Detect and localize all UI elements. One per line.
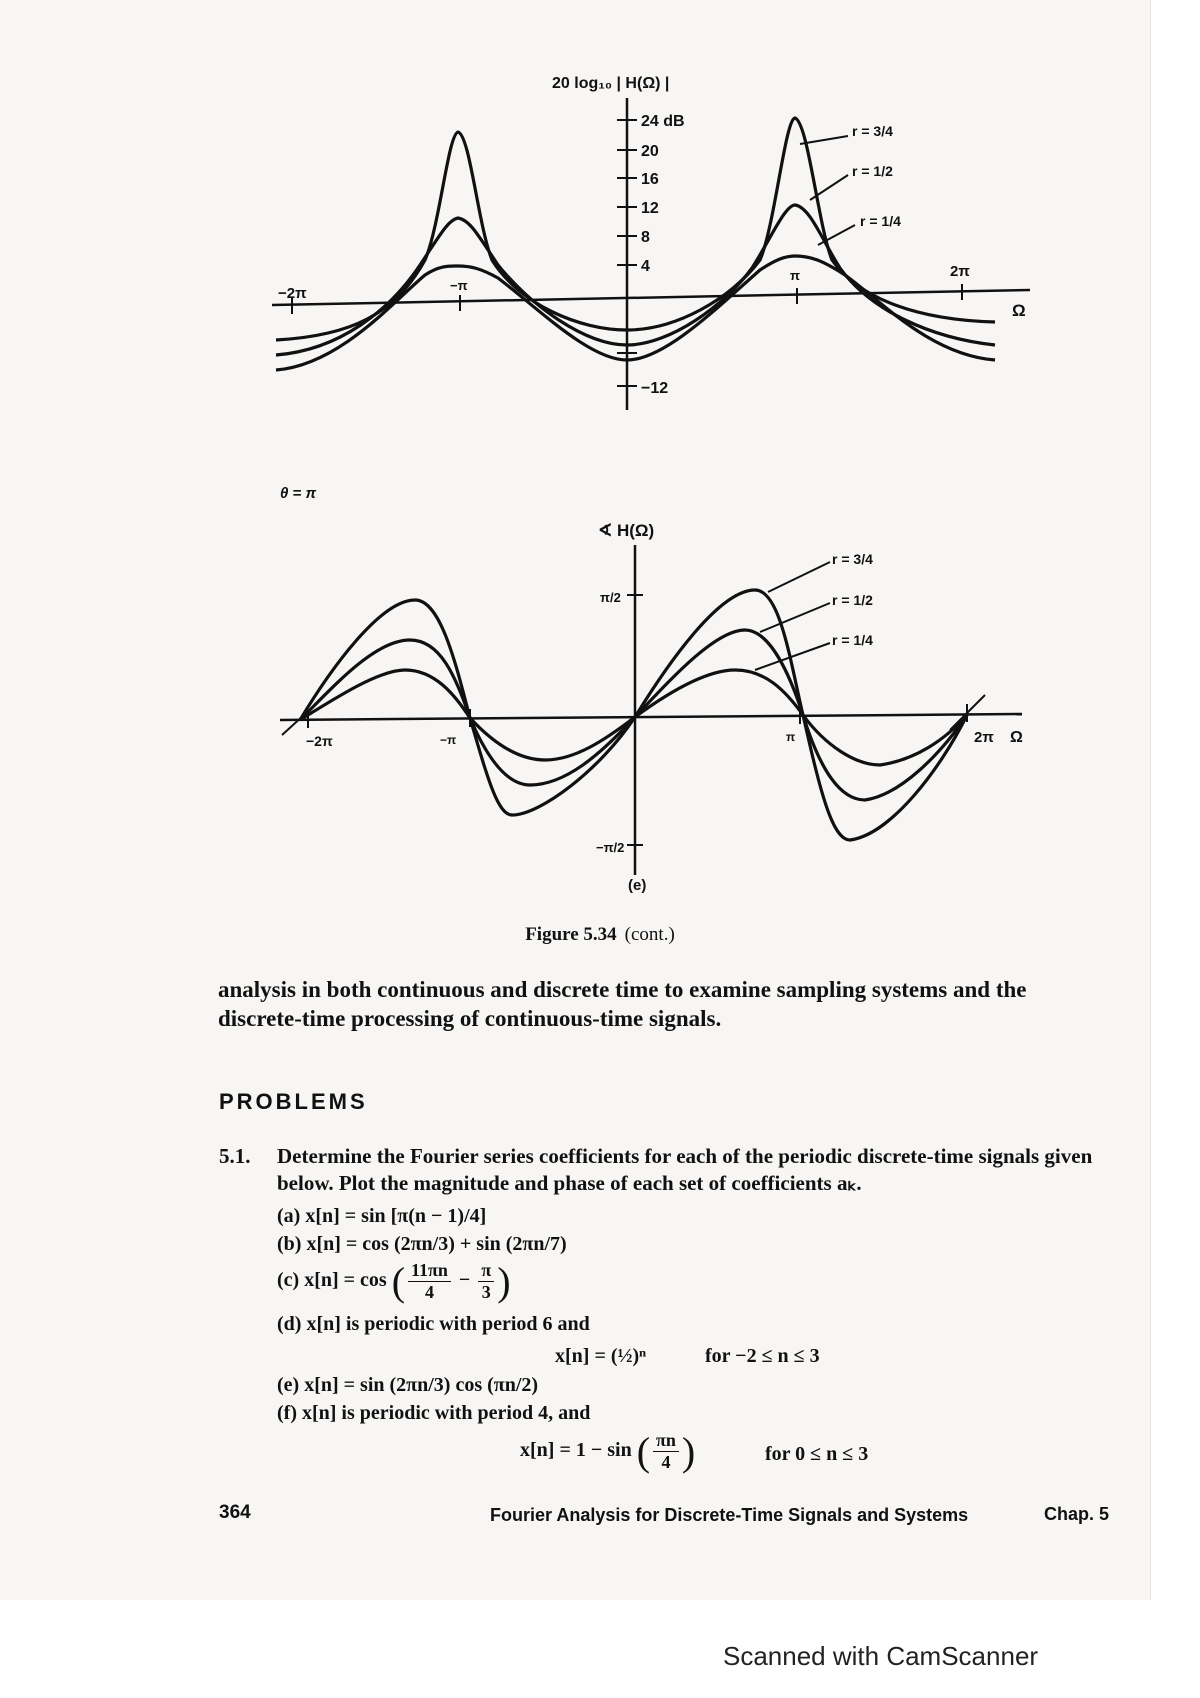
magnitude-plot	[0, 0, 1200, 440]
problem-number: 5.1.	[219, 1144, 251, 1168]
problem-text: Determine the Fourier series coefficients for each of the periodic discrete-time signals given below. Plot the magnitude and phase of each set of coefficients aₖ.	[277, 1144, 1093, 1195]
x-axis	[272, 290, 1030, 305]
problem-item-e: (e) x[n] = sin (2πn/3) cos (πn/2)	[277, 1374, 539, 1396]
theta-label-svg	[0, 480, 400, 510]
y-tick-20: 20	[641, 143, 659, 160]
y-tick-neg12: −12	[641, 380, 669, 397]
running-footer-title: Fourier Analysis for Discrete-Time Signals and Systems	[490, 1505, 969, 1525]
figure-caption	[0, 924, 1200, 946]
problem-item-f-range: for 0 ≤ n ≤ 3	[765, 1443, 869, 1465]
fraction-c-2: $\frac{\pi}{3}$	[478, 1260, 494, 1303]
problem-item-a: (a) x[n] = sin [π(n − 1)/4]	[277, 1205, 487, 1227]
x-axis-label-omega: Ω	[1012, 301, 1026, 320]
phase-x-tick-neg2pi: −2π	[306, 733, 333, 749]
x-tick-2pi: 2π	[950, 263, 970, 280]
phase-curve-r-quarter	[300, 670, 967, 765]
problems-heading: PROBLEMS	[219, 1089, 368, 1114]
fraction-c-1: $\frac{11\pi n}{4}$	[408, 1260, 451, 1303]
phase-y-tick-top: π/2	[600, 590, 621, 605]
problem-item-d: (d) x[n] is periodic with period 6 and	[277, 1313, 590, 1335]
fraction-f: $\frac{\pi n}{4}$	[653, 1430, 679, 1473]
x-tick-pi: π	[790, 268, 800, 283]
y-tick-24: 24 dB	[641, 113, 685, 130]
y-tick-4: 4	[641, 258, 650, 275]
phase-x-axis	[280, 714, 1022, 720]
problem-item-f: (f) x[n] is periodic with period 4, and	[277, 1402, 591, 1424]
problem-item-b: (b) x[n] = cos (2πn/3) + sin (2πn/7)	[277, 1233, 567, 1255]
curve-label-r-half: r = 1/2	[852, 163, 893, 179]
x-tick-negpi: −π	[450, 278, 468, 293]
page-number: 364	[219, 1502, 251, 1523]
phase-x-tick-2pi: 2π	[974, 729, 994, 746]
phase-curve-label-r-quarter: r = 1/4	[832, 632, 873, 648]
panel-label: (e)	[628, 877, 647, 894]
phase-plot	[0, 510, 1200, 910]
phase-x-tick-negpi: −π	[440, 733, 457, 747]
y-tick-16: 16	[641, 171, 659, 188]
problem-item-c: (c) x[n] = cos ( $\frac{11\pi n}{4}$ − $\frac{\pi}{3}$ )	[277, 1259, 511, 1304]
curve-label-r-three-quarters: r = 3/4	[852, 123, 893, 139]
problem-item-f-equation: x[n] = 1 − sin ( $\frac{\pi n}{4}$ )	[520, 1429, 696, 1474]
body-paragraph: analysis in both continuous and discrete time to examine sampling systems and the discrete-time processing of continuous-time signals.	[218, 977, 1027, 1031]
phase-y-label: ∢ H(Ω)	[598, 521, 655, 540]
phase-x-axis-label-omega: Ω	[1010, 729, 1023, 746]
problem-item-c-prefix: (c) x[n] = cos	[277, 1269, 387, 1292]
magnitude-y-label: 20 log₁₀ | H(Ω) |	[552, 75, 670, 92]
problem-item-d-range: for −2 ≤ n ≤ 3	[705, 1345, 820, 1367]
x-tick-neg2pi: −2π	[278, 285, 307, 302]
figure-caption-label: Figure 5.34	[525, 924, 617, 945]
problem-item-d-equation: x[n] = (½)ⁿ	[555, 1345, 647, 1367]
chapter-label: Chap. 5	[1044, 1504, 1110, 1524]
y-tick-12: 12	[641, 200, 659, 217]
problem-statement	[219, 1143, 1119, 1197]
figure-caption-suffix: (cont.)	[624, 924, 675, 945]
y-tick-8: 8	[641, 229, 650, 246]
phase-y-tick-bottom: −π/2	[596, 840, 625, 855]
phase-curve-label-r-three-quarters: r = 3/4	[832, 551, 873, 567]
theta-label: θ = π	[280, 485, 317, 502]
phase-curve-label-r-half: r = 1/2	[832, 592, 873, 608]
scanner-watermark: Scanned with CamScanner	[723, 1641, 1039, 1671]
phase-x-tick-pi: π	[786, 730, 796, 744]
curve-label-r-quarter: r = 1/4	[860, 213, 901, 229]
